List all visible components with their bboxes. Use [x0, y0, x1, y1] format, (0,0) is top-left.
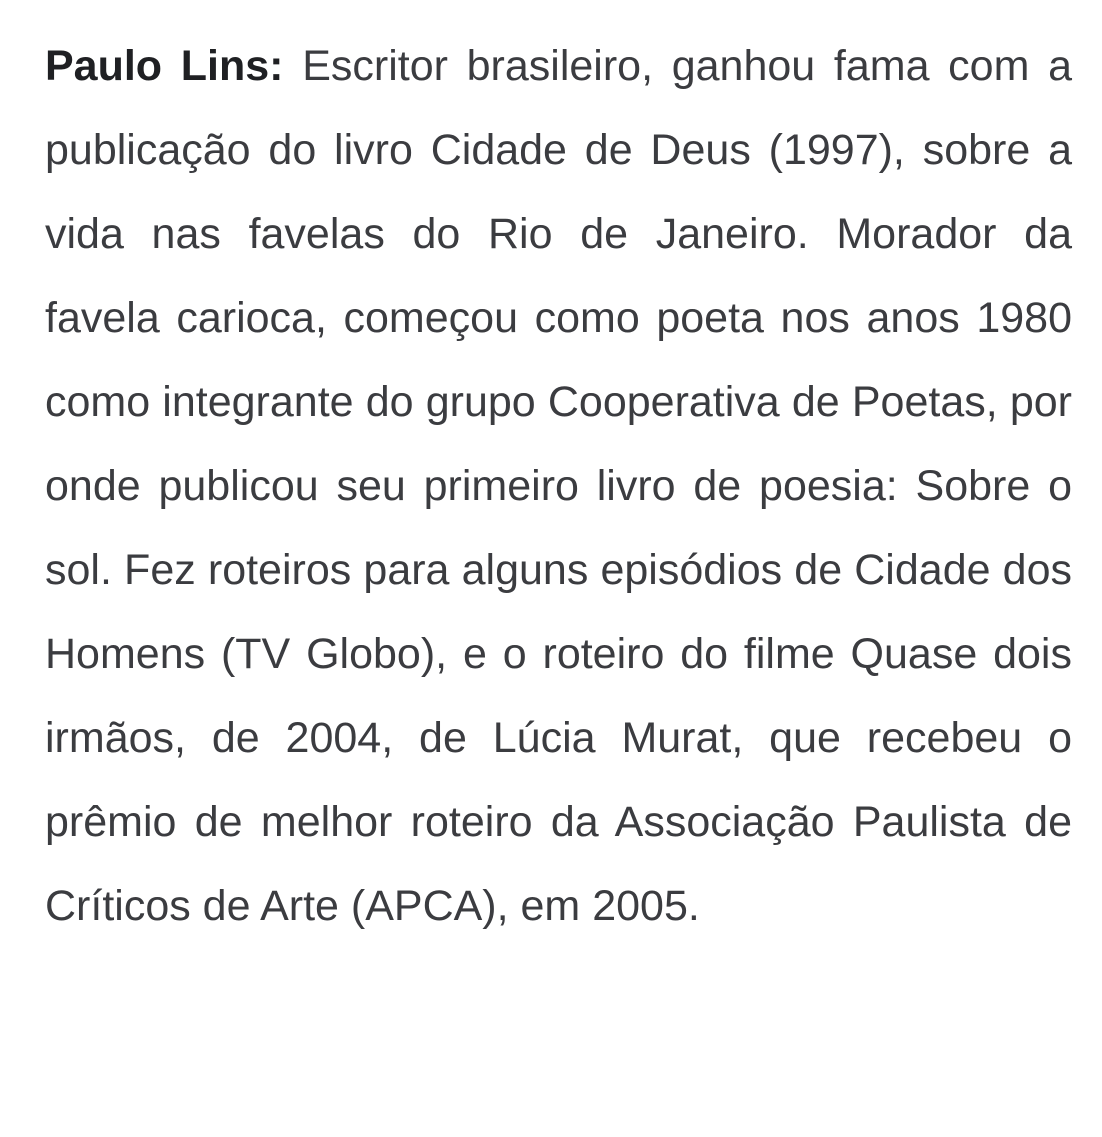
biography-paragraph [45, 24, 1072, 948]
author-name: Paulo Lins: [45, 42, 284, 90]
biography-text: Escritor brasileiro, ganhou fama com a publicação do livro Cidade de Deus (1997), sobre a vida nas favelas do Rio de Janeiro. Morador da favela carioca, começou como poeta nos anos 1980 como integrante do grupo Cooperativa de Poetas, por onde publicou seu primeiro livro de poesia: Sobre o sol. Fez roteiros para alguns episódios de Cidade dos Homens (TV Globo), e o roteiro do filme Quase dois irmãos, de 2004, de Lúcia Murat, que recebeu o prêmio de melhor roteiro da Associação Paulista de Críticos de Arte (APCA), em 2005. [45, 42, 1073, 930]
